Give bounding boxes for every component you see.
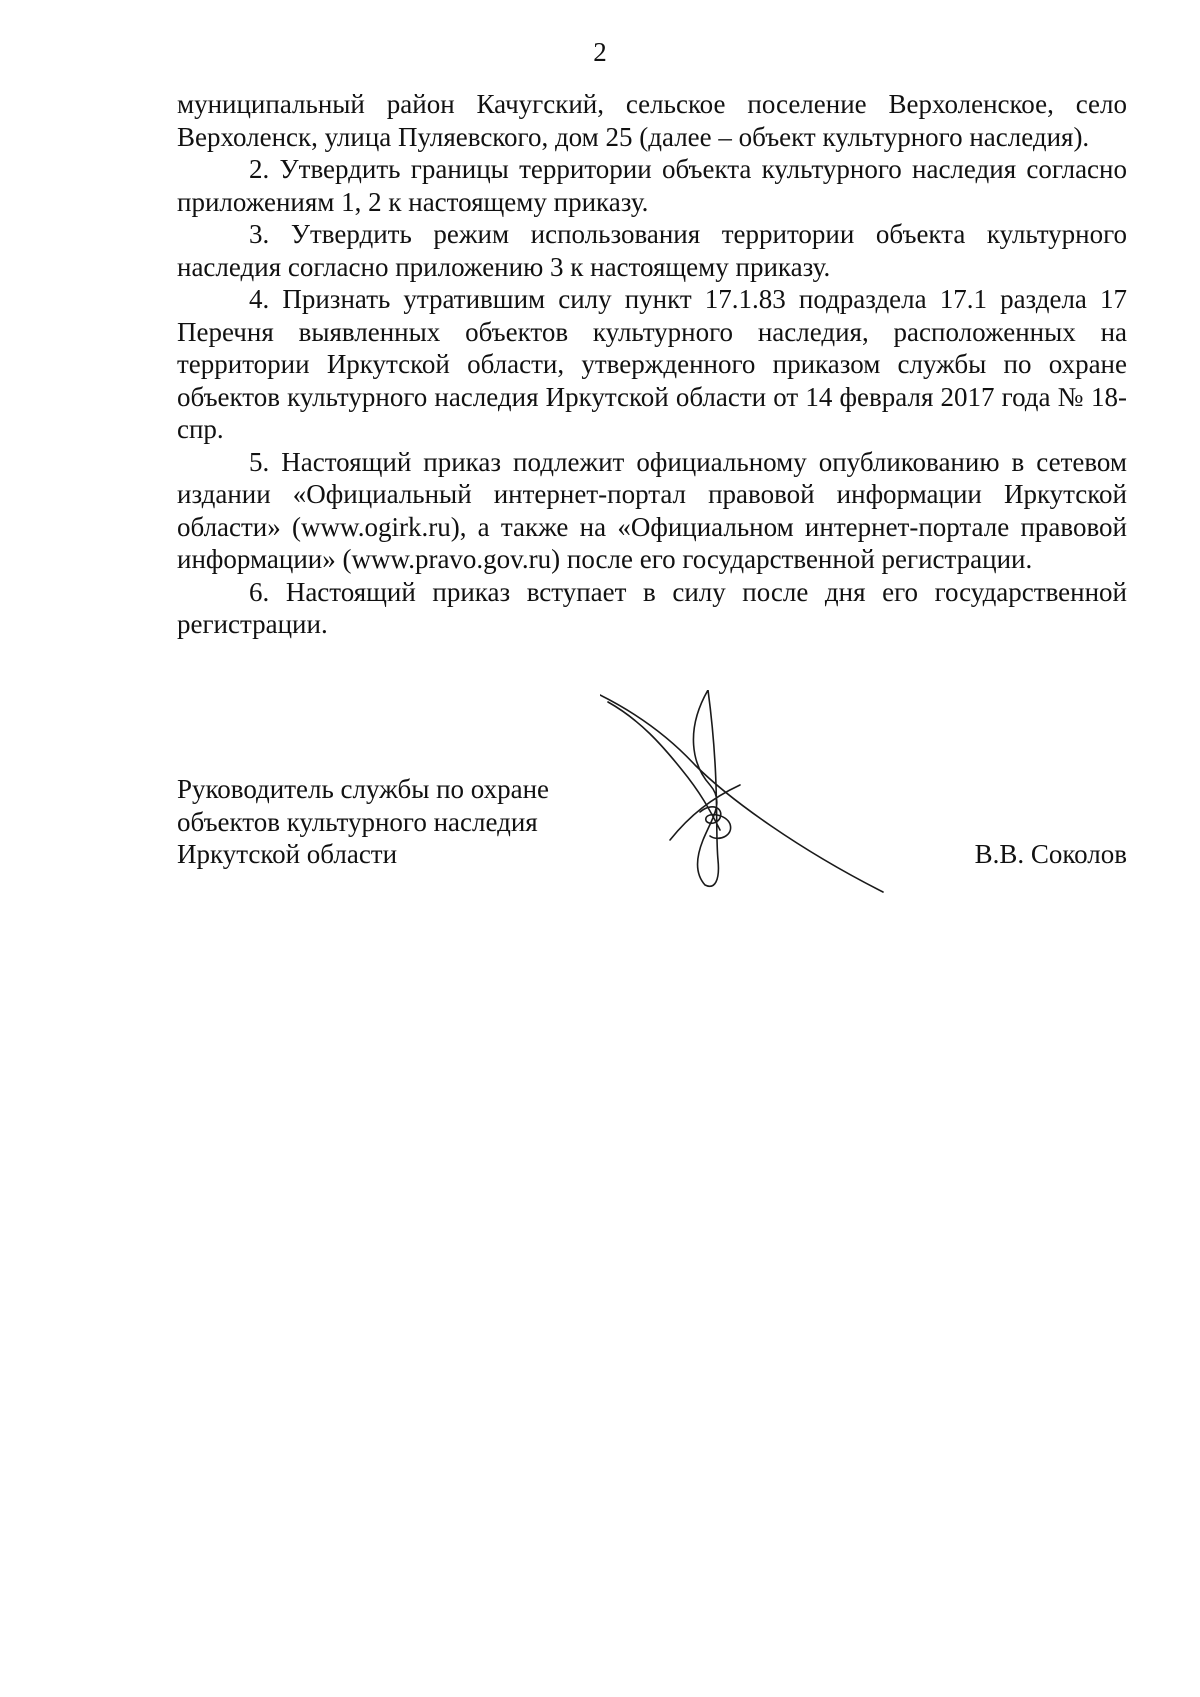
page-number: 2 (593, 37, 607, 67)
paragraph-item-4: 4. Признать утратившим силу пункт 17.1.83 подраздела 17.1 раздела 17 Перечня выявленных объектов культурного наследия, расположенных на территории Иркутской области, утвержденного приказом службы по охране объектов культурного наследия Иркутской области от 14 февраля 2017 года № 18-спр. (177, 284, 1127, 444)
signer-title-line: Руководитель службы по охране (177, 774, 550, 804)
signer-title-line: объектов культурного наследия (177, 806, 538, 837)
paragraph-item-3: 3. Утвердить режим использования территории объекта культурного наследия согласно приложению 3 к настоящему приказу. (177, 219, 1127, 282)
signer-title-line: Иркутской области (177, 839, 398, 869)
paragraph-address-continuation: муниципальный район Качугский, сельское поселение Верхоленское, село Верхоленск, улица Пуляевского, дом 25 (далее – объект культурного наследия). (177, 89, 1127, 152)
paragraph-item-6: 6. Настоящий приказ вступает в силу после дня его государственной регистрации. (177, 576, 1127, 639)
signer-title (177, 773, 597, 871)
document-body (177, 88, 1127, 641)
paragraph-item-5: 5. Настоящий приказ подлежит официальному опубликованию в сетевом издании «Официальный интернет-портал правовой информации Иркутской области» (www.ogirk.ru), а также на «Официальном интернет-портале правовой информации» (www.pravo.gov.ru) после его государственной регистрации. (177, 446, 1127, 574)
handwritten-signature-icon (600, 690, 920, 980)
paragraph-item-2: 2. Утвердить границы территории объекта культурного наследия согласно приложениям 1, 2 к настоящему приказу. (177, 154, 1127, 217)
signer-name: В.В. Соколов (974, 839, 1127, 869)
